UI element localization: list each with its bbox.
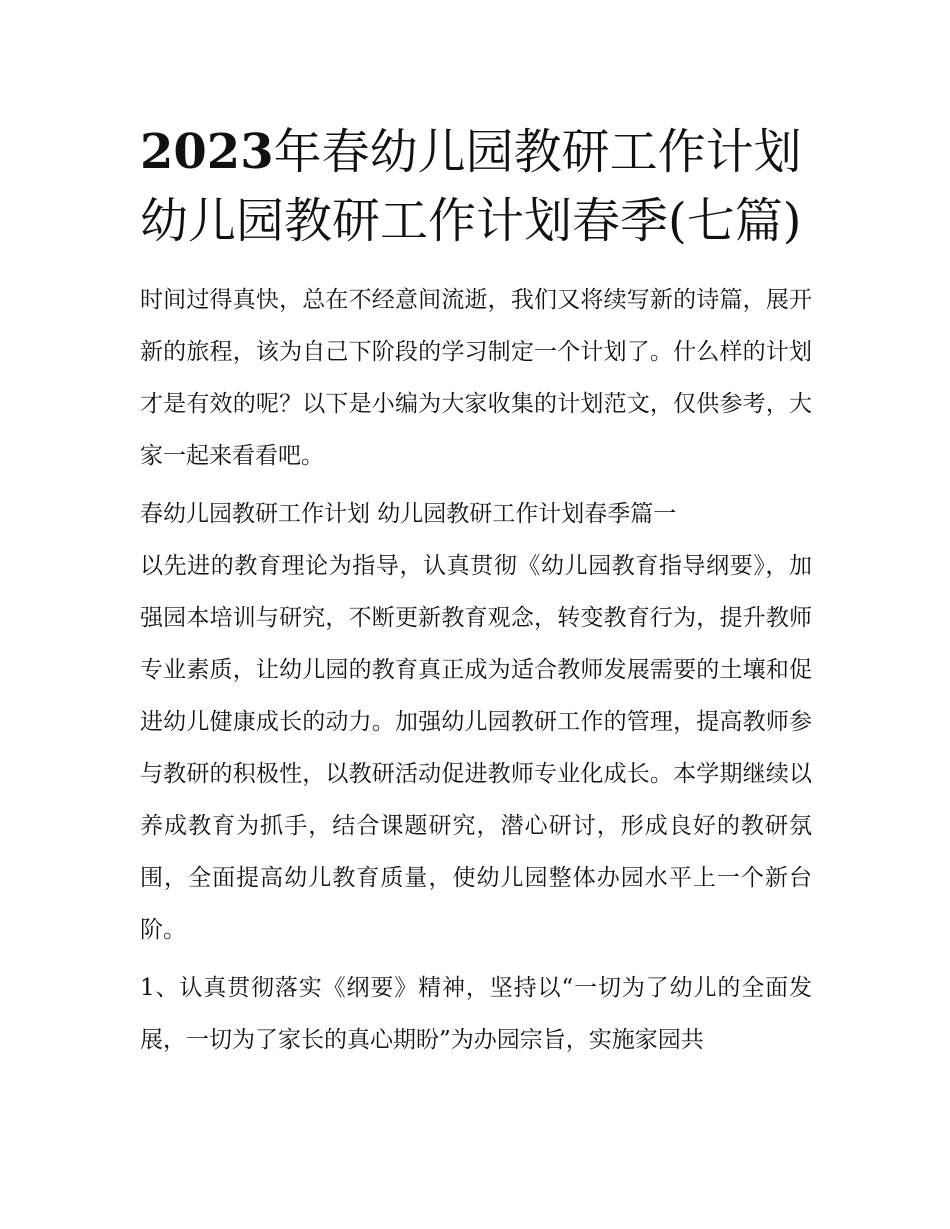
document-title (140, 118, 812, 256)
document-page (140, 118, 812, 1072)
title-text: 年春幼儿园教研工作计划 幼儿园教研工作计划春季(七篇) (140, 124, 802, 249)
intro-paragraph: 时间过得真快，总在不经意间流逝，我们又将续写新的诗篇，展开新的旅程，该为自己下阶段的学习制定一个计划了。什么样的计划才是有效的呢？以下是小编为大家收集的计划范文，仅供参考，大家一起来看看吧。 (140, 287, 812, 469)
section-heading: 春幼儿园教研工作计划 幼儿园教研工作计划春季篇一 (140, 501, 677, 527)
body-paragraph: 以先进的教育理论为指导，认真贯彻《幼儿园教育指导纲要》，加强园本培训与研究，不断更新教育观念，转变教育行为，提升教师专业素质，让幼儿园的教育真正成为适合教师发展需要的土壤和促进幼儿健康成长的动力。加强幼儿园教研工作的管理，提高教师参与教研的积极性，以教研活动促进教师专业化成长。本学期继续以养成教育为抓手，结合课题研究，潜心研讨，形成良好的教研氛围，全面提高幼儿教育质量，使幼儿园整体办园水平上一个新台阶。 (140, 553, 812, 943)
title-year: 2023 (140, 124, 274, 180)
list-item-1: 1、认真贯彻落实《纲要》精神，坚持以“一切为了幼儿的全面发展，一切为了家长的真心期盼”为办园宗旨，实施家园共 (140, 975, 812, 1053)
